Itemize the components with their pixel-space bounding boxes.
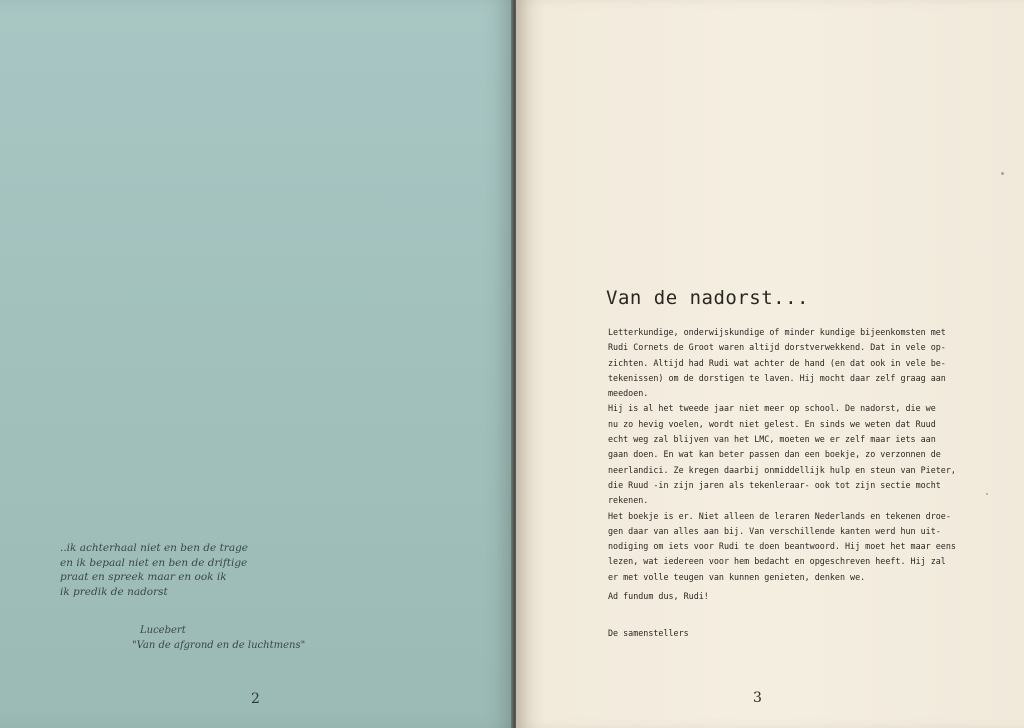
page-number-right: 3	[753, 690, 762, 706]
poem-line: praat en spreek maar en ook ik	[60, 571, 227, 583]
body-line: Rudi Cornets de Groot waren altijd dorstverwekkend. Dat in vele op-	[608, 342, 946, 353]
body-line: die Ruud -in zijn jaren als tekenleraar- ook tot zijn sectie mocht	[608, 479, 941, 490]
poem-line: ik predik de nadorst	[60, 585, 168, 598]
poem-excerpt	[60, 541, 360, 599]
poem-attribution	[132, 623, 305, 653]
body-line: gen daar van alles aan bij. Van verschillende kanten werd hun uit-	[608, 525, 941, 536]
body-line: nu zo hevig voelen, wordt niet gelest. En sinds we weten dat Ruud	[608, 418, 936, 429]
body-line: Letterkundige, onderwijskundige of minder kundige bijeenkomsten met	[608, 327, 946, 337]
body-line: echt weg zal blijven van het LMC, moeten we er zelf maar iets aan	[608, 434, 936, 445]
poem-line: en ik bepaal niet en ben de driftige	[60, 556, 248, 569]
body-text	[608, 325, 998, 604]
body-line: neerlandici. Ze kregen daarbij onmiddellijk hulp en steun van Pieter,	[608, 464, 956, 475]
paper-speck	[1001, 172, 1004, 175]
body-line: zichten. Altijd had Rudi wat achter de hand (en dat ook in vele be-	[608, 357, 946, 368]
body-line: tekenissen) om de dorstigen te laven. Hij mocht daar zelf graag aan	[608, 372, 946, 383]
body-line: rekenen.	[608, 495, 649, 506]
signature: De samenstellers	[608, 628, 689, 638]
body-line: nodiging om iets voor Rudi te doen beantwoord. Hij moet het maar eens	[608, 541, 956, 552]
poem-source: "Van de afgrond en de luchtmens"	[132, 640, 306, 651]
body-line: meedoen.	[608, 388, 649, 399]
body-line: Hij is al het tweede jaar niet meer op school. De nadorst, die we	[608, 403, 936, 414]
poem-line: ..ik achterhaal niet en ben de trage	[60, 542, 249, 554]
body-line: er met volle teugen van kunnen genieten, denken we.	[608, 571, 866, 582]
body-line: lezen, wat iedereen voor hem bedacht en opgeschreven heeft. Hij zal	[608, 556, 946, 567]
page-number-left: 2	[251, 691, 260, 707]
page-title: Van de nadorst...	[606, 287, 809, 309]
body-line: Ad fundum dus, Rudi!	[608, 591, 709, 602]
body-line: Het boekje is er. Niet alleen de leraren Nederlands en tekenen droe-	[608, 510, 951, 521]
poem-author: Lucebert	[140, 625, 186, 636]
body-line: gaan doen. En wat kan beter passen dan een boekje, zo verzonnen de	[608, 449, 941, 460]
